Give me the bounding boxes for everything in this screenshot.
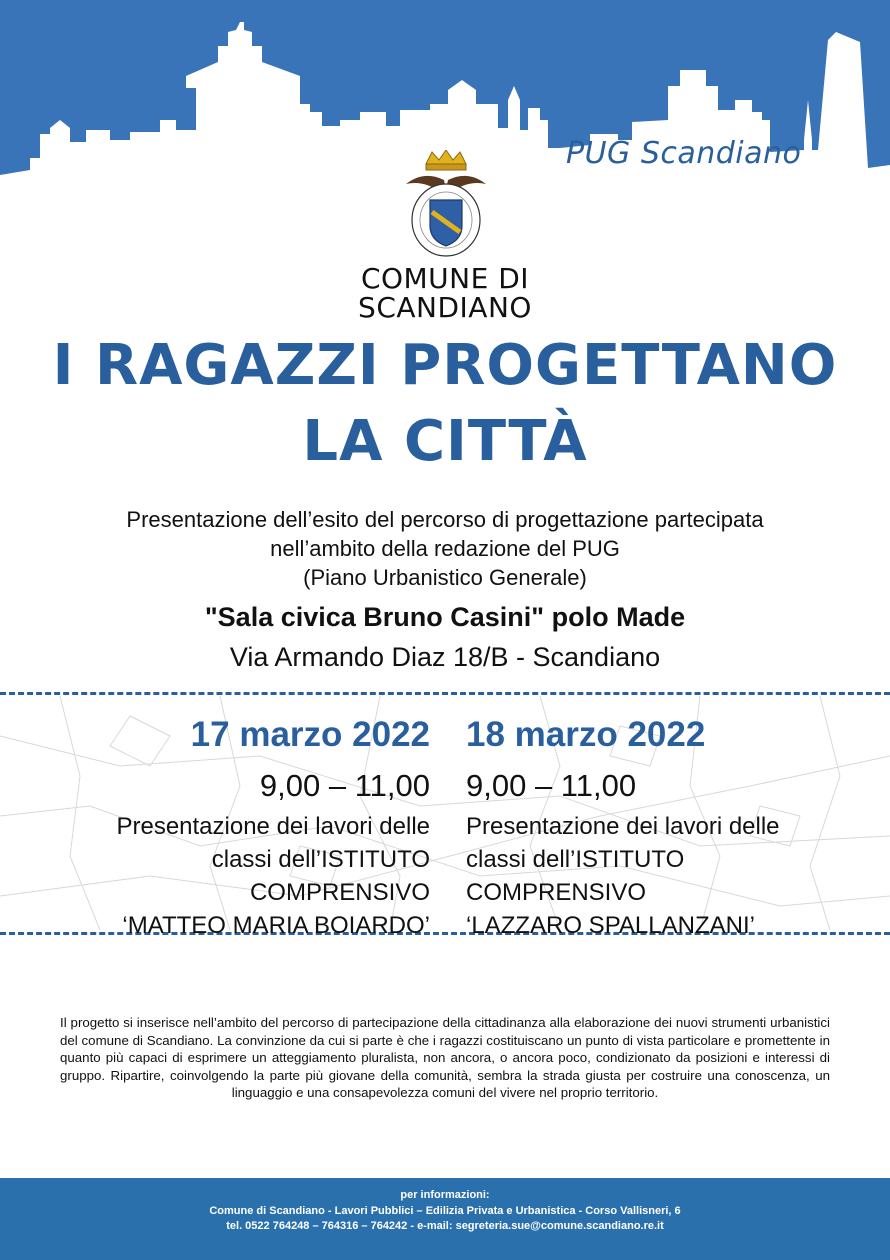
intro-line1: Presentazione dell’esito del percorso di progettazione partecipata: [126, 507, 764, 532]
headline-line2: LA CITTÀ: [302, 409, 588, 474]
event-column-1: [116, 712, 430, 942]
event-desc-line1: Presentazione dei lavori delle: [466, 813, 780, 840]
event-time: 9,00 – 11,00: [259, 768, 430, 803]
intro-text: [0, 505, 890, 592]
event-desc-line2: classi dell’ISTITUTO: [211, 846, 430, 873]
event-time: 9,00 – 11,00: [466, 768, 637, 803]
event-date: 18 marzo 2022: [466, 715, 706, 754]
event-desc-line1: Presentazione dei lavori delle: [116, 813, 430, 840]
comune-crest-icon: [402, 150, 490, 262]
project-description: Il progetto si inserisce nell’ambito del percorso di partecipazione della cittadinanza alla elaborazione dei nuovi strumenti urbanistici del comune di Scandiano. La convinzione da cui si parte è che i ragazzi costituiscano un punto di vista particolare e promettente in quanto più capaci di esprimere un atteggiamento pluralista, non ancora, o ancora poco, condizionato da posizioni e interessi di gruppo. Ripartire, coinvolgendo la parte più giovane della comunità, sembra la strada giusta per costruire una conoscenza, un linguaggio e una consapevolezza comuni del vivere nel proprio territorio.: [60, 1015, 830, 1100]
event-desc-line4: ‘LAZZARO SPALLANZANI’: [466, 912, 755, 939]
comune-name-line2: SCANDIANO: [358, 291, 532, 324]
footer-info-label: per informazioni:: [400, 1189, 490, 1201]
headline-line1: I RAGAZZI PROGETTANO: [52, 333, 838, 398]
footer-contacts: tel. 0522 764248 – 764316 – 764242 - e-mail: segreteria.sue@comune.scandiano.re.it: [226, 1220, 664, 1232]
event-desc-line3: COMPRENSIVO: [249, 879, 430, 906]
venue-name: "Sala civica Bruno Casini" polo Made: [204, 602, 686, 632]
intro-line2: nell’ambito della redazione del PUG: [270, 536, 620, 561]
pug-scandiano-tag: PUG Scandiano: [566, 136, 802, 171]
footer-office-address: Comune di Scandiano - Lavori Pubblici – Edilizia Privata e Urbanistica - Corso Vallisneri, 6: [209, 1205, 681, 1217]
venue-address: Via Armando Diaz 18/B - Scandiano: [229, 642, 661, 672]
event-date: 17 marzo 2022: [190, 715, 430, 754]
event-column-2: [466, 712, 780, 942]
intro-line3: (Piano Urbanistico Generale): [303, 565, 587, 590]
event-desc-line4: ‘MATTEO MARIA BOIARDO’: [122, 912, 430, 939]
event-desc-line3: COMPRENSIVO: [466, 879, 647, 906]
event-desc-line2: classi dell’ISTITUTO: [466, 846, 685, 873]
comune-name-line1: COMUNE DI: [360, 262, 530, 295]
divider-top: [0, 692, 890, 695]
